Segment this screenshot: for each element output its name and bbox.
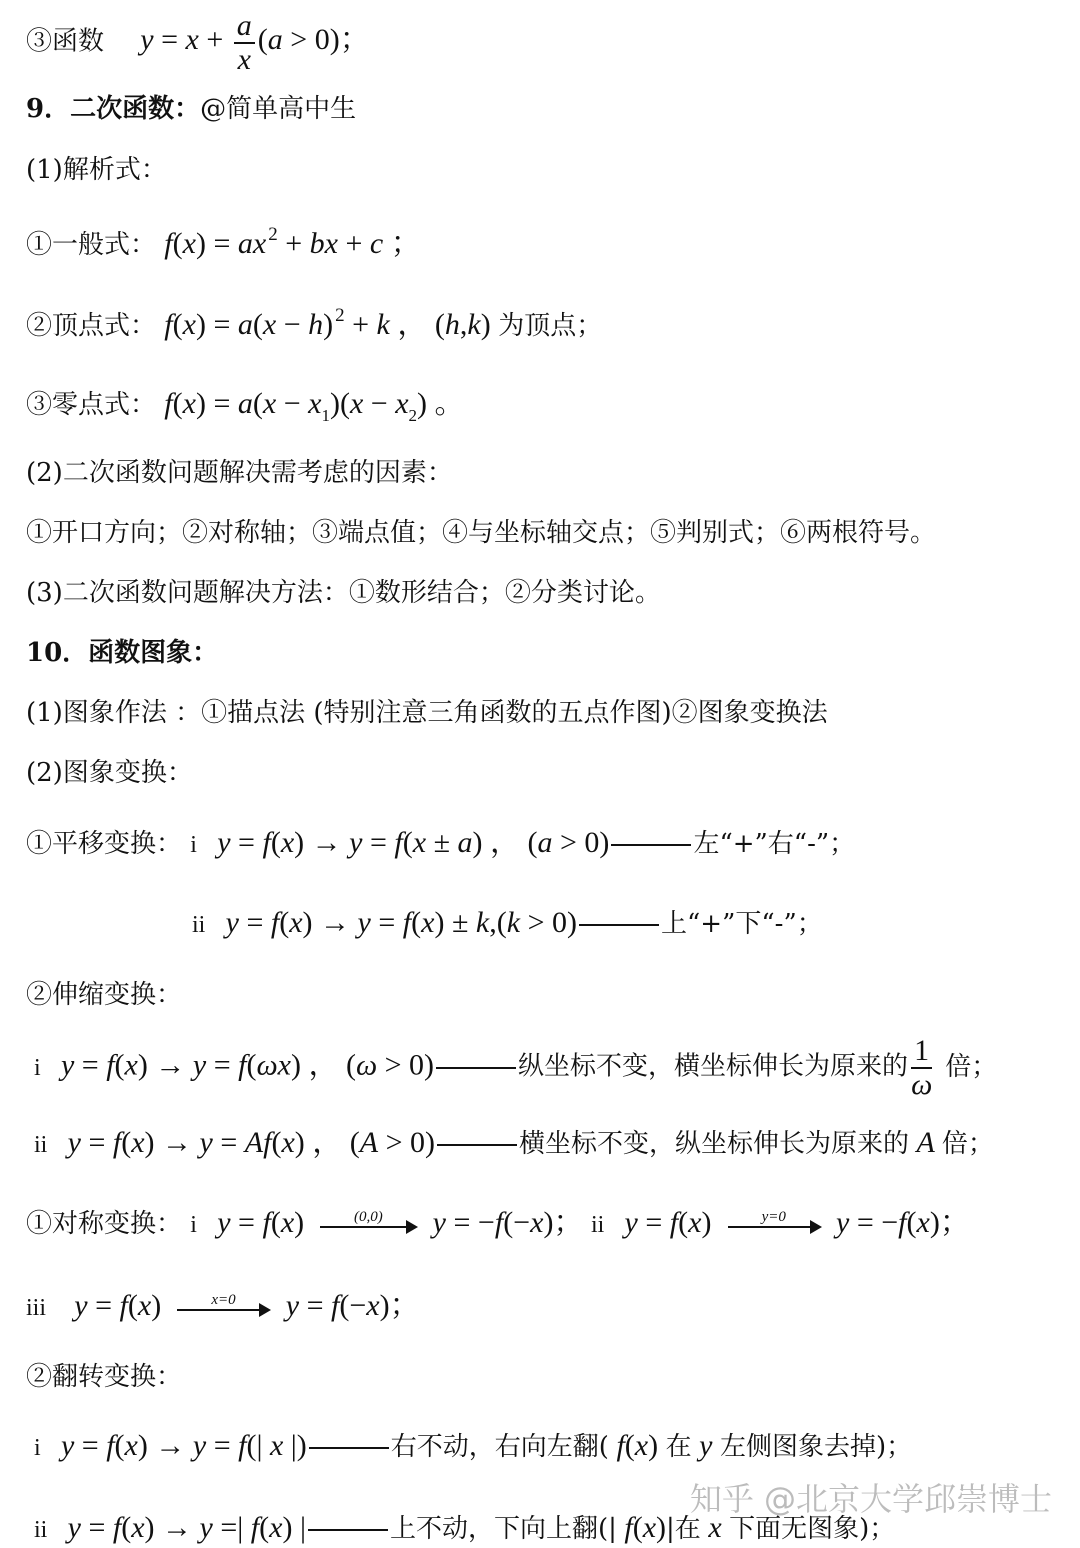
formula-stretch-ii: y = f(x) → y = Af(x) ， (A > 0) (67, 1126, 436, 1159)
section-9-title: 9．二次函数：@简单高中生 (26, 94, 357, 124)
vertex-form-line: ②顶点式： f(x) = a(x − h) $^2$ + k ， (h,k) 为顶点； (26, 305, 603, 341)
dash-line (579, 924, 659, 926)
stretch-title: ②伸缩变换： (26, 980, 183, 1010)
symmetry-line: ①对称变换： i y = f(x) (0,0) y = −f(−x)； ii y = f(x) y=0 y = −f(x)； (26, 1206, 970, 1239)
arrow-y0: y=0 (728, 1210, 820, 1228)
function-hook-line (26, 10, 370, 75)
graph-method-line: (1)图象作法 ：①描点法 (特别注意三角函数的五点作图)②图象变换法 (26, 698, 828, 728)
author-handle: @简单高中生 (200, 94, 357, 124)
formula-hook: y = x + $\frac{a}{x}$ (a > 0)； (140, 9, 370, 76)
analytic-form-title: (1)解析式： (26, 155, 167, 185)
fraction-one-over-omega: $\frac{1}{\omega}$ (911, 1034, 933, 1101)
shift-ii-line: ii y = f(x) → y = f(x) ± k,(k > 0) 上“+”下“-”； (192, 906, 823, 939)
watermark: 知乎 @北京大学邱崇博士 (689, 1480, 1052, 1518)
factors-list: ①开口方向；②对称轴；③端点值；④与坐标轴交点；⑤判别式；⑥两根符号。 (26, 518, 937, 548)
symmetry-iii-line: iii y = f(x) x=0 y = f(−x)； (26, 1289, 420, 1322)
arrow-x0: x=0 (177, 1293, 269, 1311)
flip-ii-line: ii y = f(x) → y =| f(x) | 上不动，下向上翻(| f(x)|在 x 下面无图象)； (34, 1511, 896, 1544)
stretch-i-line: i y = f(x) → y = f(ωx) ， (ω > 0) 纵坐标不变，横坐标伸长为原来的 $\frac{1}{\omega}$ 倍； (34, 1034, 998, 1101)
section-10-title: 10．函数图象： (26, 638, 219, 668)
formula-vertex: f(x) = a(x − h) $^2$ + k ， (h,k) (164, 305, 499, 341)
formula-stretch-i: y = f(x) → y = f(ωx) ， (ω > 0) (60, 1048, 435, 1082)
formula-shift-ii: y = f(x) → y = f(x) ± k,(k > 0) (225, 906, 577, 939)
flip-title: ②翻转变换： (26, 1362, 183, 1392)
formula-zero: $f(x) = a(x - x_1)(x - x_2)$ 。 (164, 387, 465, 425)
dash-line (308, 1529, 388, 1531)
factors-title: (2)二次函数问题解决需考虑的因素： (26, 458, 453, 488)
dash-line (309, 1447, 389, 1449)
dash-line (437, 1144, 517, 1146)
transform-title: (2)图象变换： (26, 758, 193, 788)
stretch-ii-line: ii y = f(x) → y = Af(x) ， (A > 0) 横坐标不变，纵坐标伸长为原来的 A 倍； (34, 1126, 994, 1159)
flip-i-line: i y = f(x) → y = f(| x |) 右不动，右向左翻( f(x) 在 y 左侧图象去掉)； (34, 1429, 913, 1462)
line-label: ③函数 (26, 26, 105, 57)
general-form-line: ①一般式： f(x) = ax $^2$ + bx + c ； (26, 224, 421, 260)
zero-form-line: ③零点式： $f(x) = a(x - x_1)(x - x_2)$ 。 (26, 387, 465, 425)
formula-general: f(x) = ax $^2$ + bx + c ； (164, 224, 421, 260)
arrow-origin: (0,0) (320, 1210, 416, 1228)
shift-i-line: ①平移变换： i y = f(x) → y = f(x ± a) ， (a > 0) 左“+”右“-”； (26, 826, 856, 859)
dash-line (436, 1067, 516, 1069)
methods-line: (3)二次函数问题解决方法：①数形结合；②分类讨论。 (26, 578, 661, 608)
formula-shift-i: y = f(x) → y = f(x ± a) ， (a > 0) (217, 826, 610, 859)
dash-line (611, 844, 691, 846)
